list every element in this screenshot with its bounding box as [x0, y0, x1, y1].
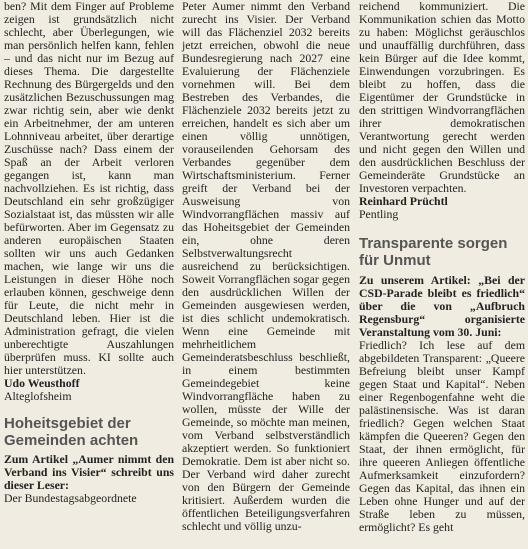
column-right	[359, 0, 525, 534]
column-left	[4, 0, 174, 505]
letter-heading: Transparente sorgen für Unmut	[359, 235, 508, 269]
letter-body-start: Der Bundestagsabgeordnete	[4, 491, 137, 505]
author-name: Udo Weusthoff	[4, 376, 80, 390]
author-place: Alteglofsheim	[4, 389, 72, 403]
letter-body-pruechtl-end: reichend kommuniziert. Die Kommunikation schien das Motto zu haben: Möglichst geräuschlos und unauffällig durchführen, dass kein Bürger auf die Idee kommt, Einwendungen vorzubringen. Es bleibt zu hoffen, dass die Eigentümer der Grundstücke in den strittigen Windvorrangflächen ihrer demokratischen Verantwortung gerecht werden und nicht gegen den Willen und den ausdrücklichen Beschluss der Gemeinderäte Grundstücke an Investoren verpachten.	[359, 0, 525, 195]
author-place: Pentling	[359, 207, 399, 221]
letter-intro: Zu unserem Artikel: „Bei der CSD-Parade bleibt es friedlich“ über die von „Aufbruch Regensburg“ organisierte Veranstaltung vom 30. Juni:	[359, 273, 525, 339]
letter-body-csd: Friedlich? Ich lese auf dem abgebildeten Transparent: „Queere Befreiung bleibt unser Kampf gegen Staat und Kapital“. Neben einer Regenbogenfahne weht die palästinensische. Was ist daran friedlich? Gegen welchen Staat kämpfen die Queeren? Gegen den Staat, der ihnen ermöglicht, für ihre queeren Anliegen öffentliche Aufmerksamkeit einzufordern? Gegen das Kapital, das ihnen ein Leben ohne Hunger und auf der Straße leben zu müssen, ermöglicht? Es geht	[359, 338, 525, 534]
letter-heading: Hoheitsgebiet der Gemeinden achten	[4, 415, 139, 449]
letter-body-weusthoff: ben? Mit dem Finger auf Probleme zeigen ist grundsätzlich nicht schlecht, aber Überlegungen, wie man persönlich helfen kann, fehlen – und das nicht nur im Bezug auf dieses Thema. Die dargestellte Rechnung des Bürgergelds und den zusätzlichen Bezuschussungen mag zwar richtig sein, aber wie denkt ein Arbeitnehmer, der am unteren Lohnniveau arbeitet, über derartige Zuschüsse nach? Dass einem der Spaß an der Arbeit verloren gegangen ist, kann man nachvollziehen. Es ist richtig, dass Deutschland ein sehr großzügiger Sozialstaat ist, das müssten wir alle befürworten. Aber im Gegensatz zu anderen europäischen Staaten sollten wir uns auch Gedanken machen, wie lange wir uns die Leistungen in dieser Höhe noch erlauben können, geschweige denn für Leute, die nicht mehr in Deutschland leben. Hier ist die Administration gefragt, die vielen unberechtigte Auszahlungen überprüfen muss. KI sollte auch hier unterstützen.	[4, 0, 174, 377]
author-name: Reinhard Prüchtl	[359, 194, 448, 208]
column-middle	[182, 0, 350, 533]
letter-body-pruechtl: Peter Aumer nimmt den Verband zurecht ins Visier. Der Verband will das Flächenziel 2032 bereits jetzt erreichen, obwohl die neue Bundesregierung nach 2027 eine Evaluierung der Flächenziele vornehmen will. Bei dem Bestreben des Verbandes, die Flächenziele 2032 bereits jetzt zu erreichen, handelt es sich aber um einen völlig unnötigen, vorauseilenden Gehorsam des Verbandes gegenüber dem Wirtschaftsministerium. Ferner greift der Verband bei der Ausweisung von Windvorrangflächen massiv auf das Hoheitsgebiet der Gemeinden ein, ohne deren Selbstverwaltungsrecht ausreichend zu berücksichtigen. Soweit Vorrangflächen sogar gegen den ausdrücklichen Willen der Gemeinden ausgewiesen werden, ist dies schlicht undemokratisch. Wenn eine Gemeinde mit mehrheitlichem Gemeinderatsbeschluss beschließt, in einem bestimmten Gemeindegebiet keine Windvorrangfläche haben zu wollen, müsste der Wille der Gemeinde, so möchte man meinen, vom Verband selbstverständlich akzeptiert werden. So funktioniert Demokratie. Dem ist aber nicht so. Der Verband wird daher zurecht von den Bürgern der Gemeinde kritisiert. Außerdem wurden die öffentlichen Beteiligungsverfahren schlecht und völlig unzu-	[182, 0, 350, 533]
letter-intro: Zum Artikel „Aumer nimmt den Verband ins Visier“ schreibt uns dieser Leser:	[4, 452, 174, 492]
